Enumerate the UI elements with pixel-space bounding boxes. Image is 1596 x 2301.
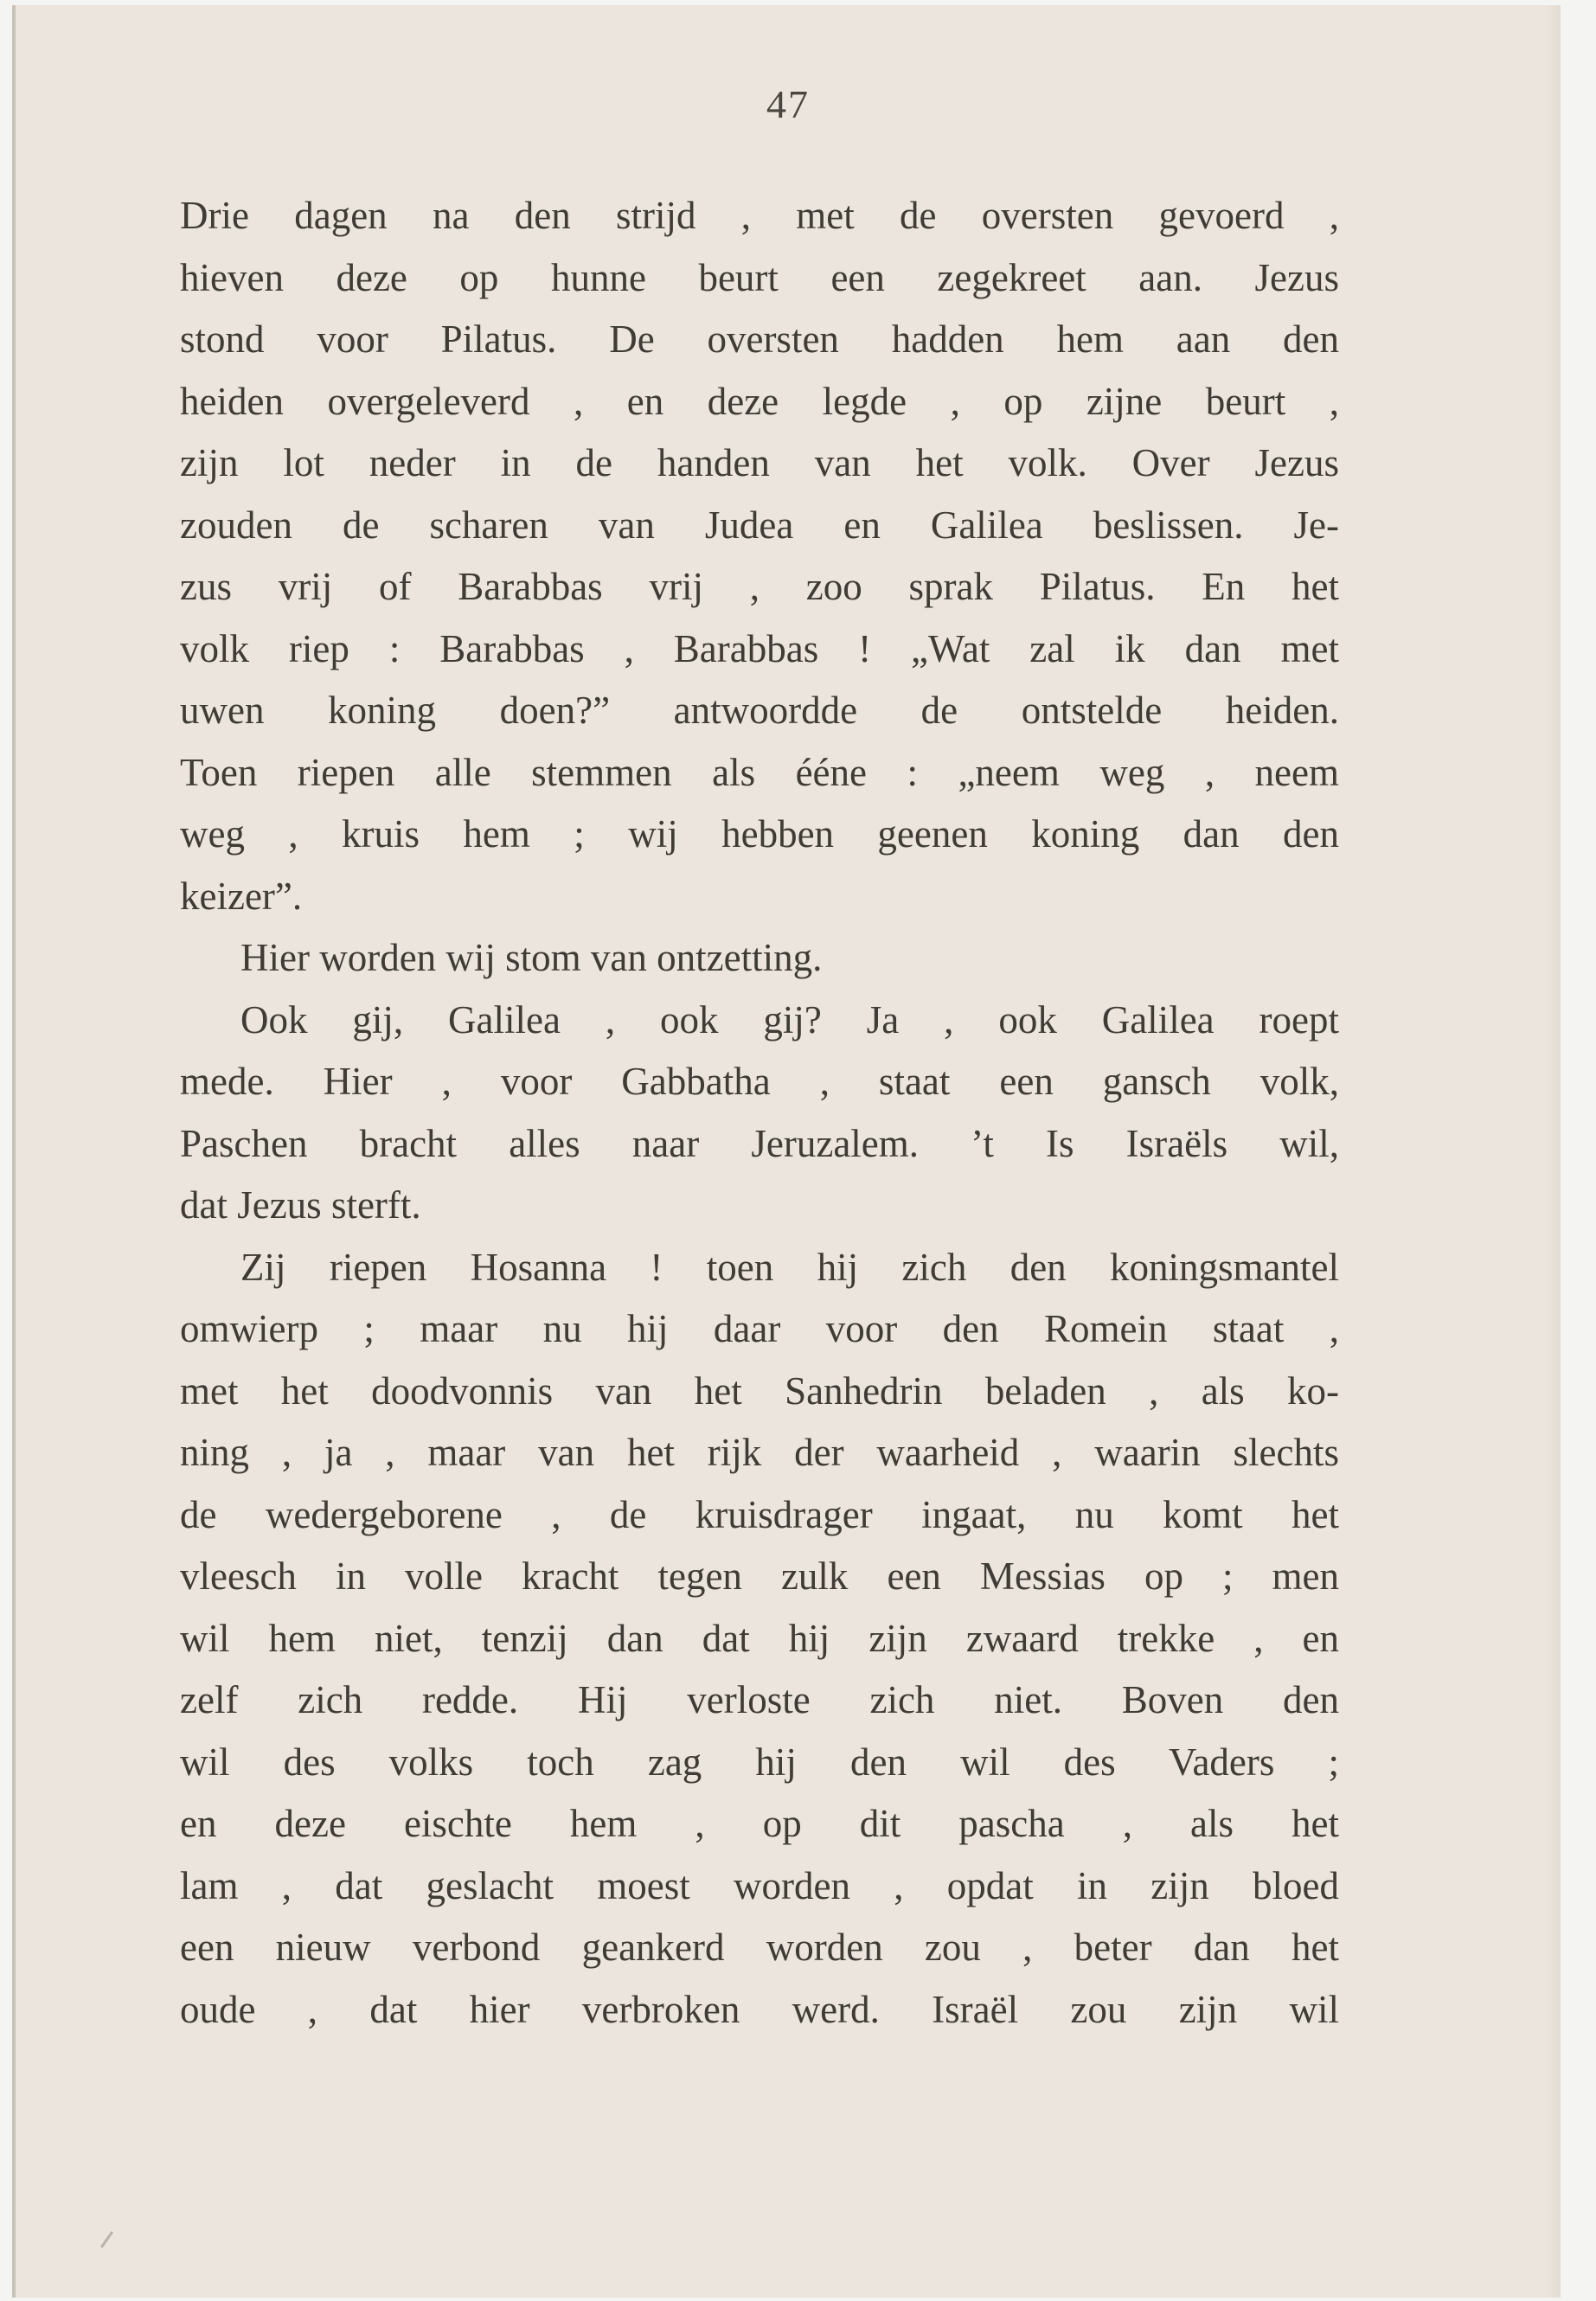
text-line: en deze eischte hem , op dit pascha , als het bbox=[180, 1802, 1339, 1845]
text-line: wil hem niet, tenzij dan dat hij zijn zwaard trekke , en bbox=[180, 1616, 1339, 1660]
text-line: Ook gij, Galilea , ook gij? Ja , ook Galilea roept bbox=[240, 997, 1339, 1042]
text-line: zelf zich redde. Hij verloste zich niet. Boven den bbox=[180, 1678, 1339, 1721]
text-line: volk riep : Barabbas , Barabbas ! „Wat zal ik dan met bbox=[180, 626, 1339, 670]
text-line: de wedergeborene , de kruisdrager ingaat, nu komt het bbox=[180, 1492, 1339, 1536]
pencil-mark bbox=[100, 2231, 113, 2248]
text-line: Zij riepen Hosanna ! toen hij zich den koningsmantel bbox=[240, 1245, 1339, 1289]
page-edge-shadow bbox=[1545, 5, 1561, 2298]
text-line: omwierp ; maar nu hij daar voor den Romein staat , bbox=[180, 1307, 1339, 1350]
text-line: met het doodvonnis van het Sanhedrin beladen , als ko- bbox=[180, 1368, 1339, 1413]
text-line: oude , dat hier verbroken werd. Israël zou zijn wil bbox=[180, 1987, 1339, 2031]
text-line: hieven deze op hunne beurt een zegekreet aan. Jezus bbox=[180, 255, 1339, 299]
page-number: 47 bbox=[766, 82, 810, 126]
paragraph-1 bbox=[180, 185, 1339, 927]
text-line: dat Jezus sterft. bbox=[180, 1183, 421, 1227]
body-text bbox=[180, 185, 1339, 2041]
text-line: Toen riepen alle stemmen als ééne : „neem weg , neem bbox=[180, 750, 1339, 794]
text-line: ning , ja , maar van het rijk der waarheid , waarin slechts bbox=[180, 1431, 1339, 1474]
text-line: wil des volks toch zag hij den wil des Vaders ; bbox=[180, 1740, 1339, 1784]
text-line: een nieuw verbond geankerd worden zou , beter dan het bbox=[180, 1926, 1339, 1969]
text-line: zijn lot neder in de handen van het volk. Over Jezus bbox=[180, 441, 1339, 484]
text-line: Paschen bracht alles naar Jeruzalem. ’t Is Israëls wil, bbox=[180, 1121, 1339, 1165]
text-line: keizer”. bbox=[180, 874, 303, 918]
text-line: Drie dagen na den strijd , met de oversten gevoerd , bbox=[180, 194, 1339, 237]
paragraph-3 bbox=[180, 990, 1339, 1237]
book-page bbox=[12, 5, 1561, 2298]
text-line: vleesch in volle kracht tegen zulk een Messias op ; men bbox=[180, 1554, 1339, 1598]
text-line: zus vrij of Barabbas vrij , zoo sprak Pilatus. En het bbox=[180, 565, 1339, 608]
text-line: stond voor Pilatus. De oversten hadden hem aan den bbox=[180, 317, 1339, 361]
paragraph-2 bbox=[180, 927, 1339, 990]
text-line: lam , dat geslacht moest worden , opdat in zijn bloed bbox=[180, 1863, 1339, 1907]
text-line: Hier worden wij stom van ontzetting. bbox=[240, 936, 823, 979]
text-line: weg , kruis hem ; wij hebben geenen koning dan den bbox=[180, 812, 1339, 856]
text-line: uwen koning doen?” antwoordde de ontstelde heiden. bbox=[180, 689, 1339, 732]
text-line: heiden overgeleverd , en deze legde , op zijne beurt , bbox=[180, 379, 1339, 423]
text-line: mede. Hier , voor Gabbatha , staat een gansch volk, bbox=[180, 1060, 1339, 1103]
text-line: zouden de scharen van Judea en Galilea beslissen. Je- bbox=[180, 503, 1339, 547]
paragraph-4 bbox=[180, 1237, 1339, 2041]
